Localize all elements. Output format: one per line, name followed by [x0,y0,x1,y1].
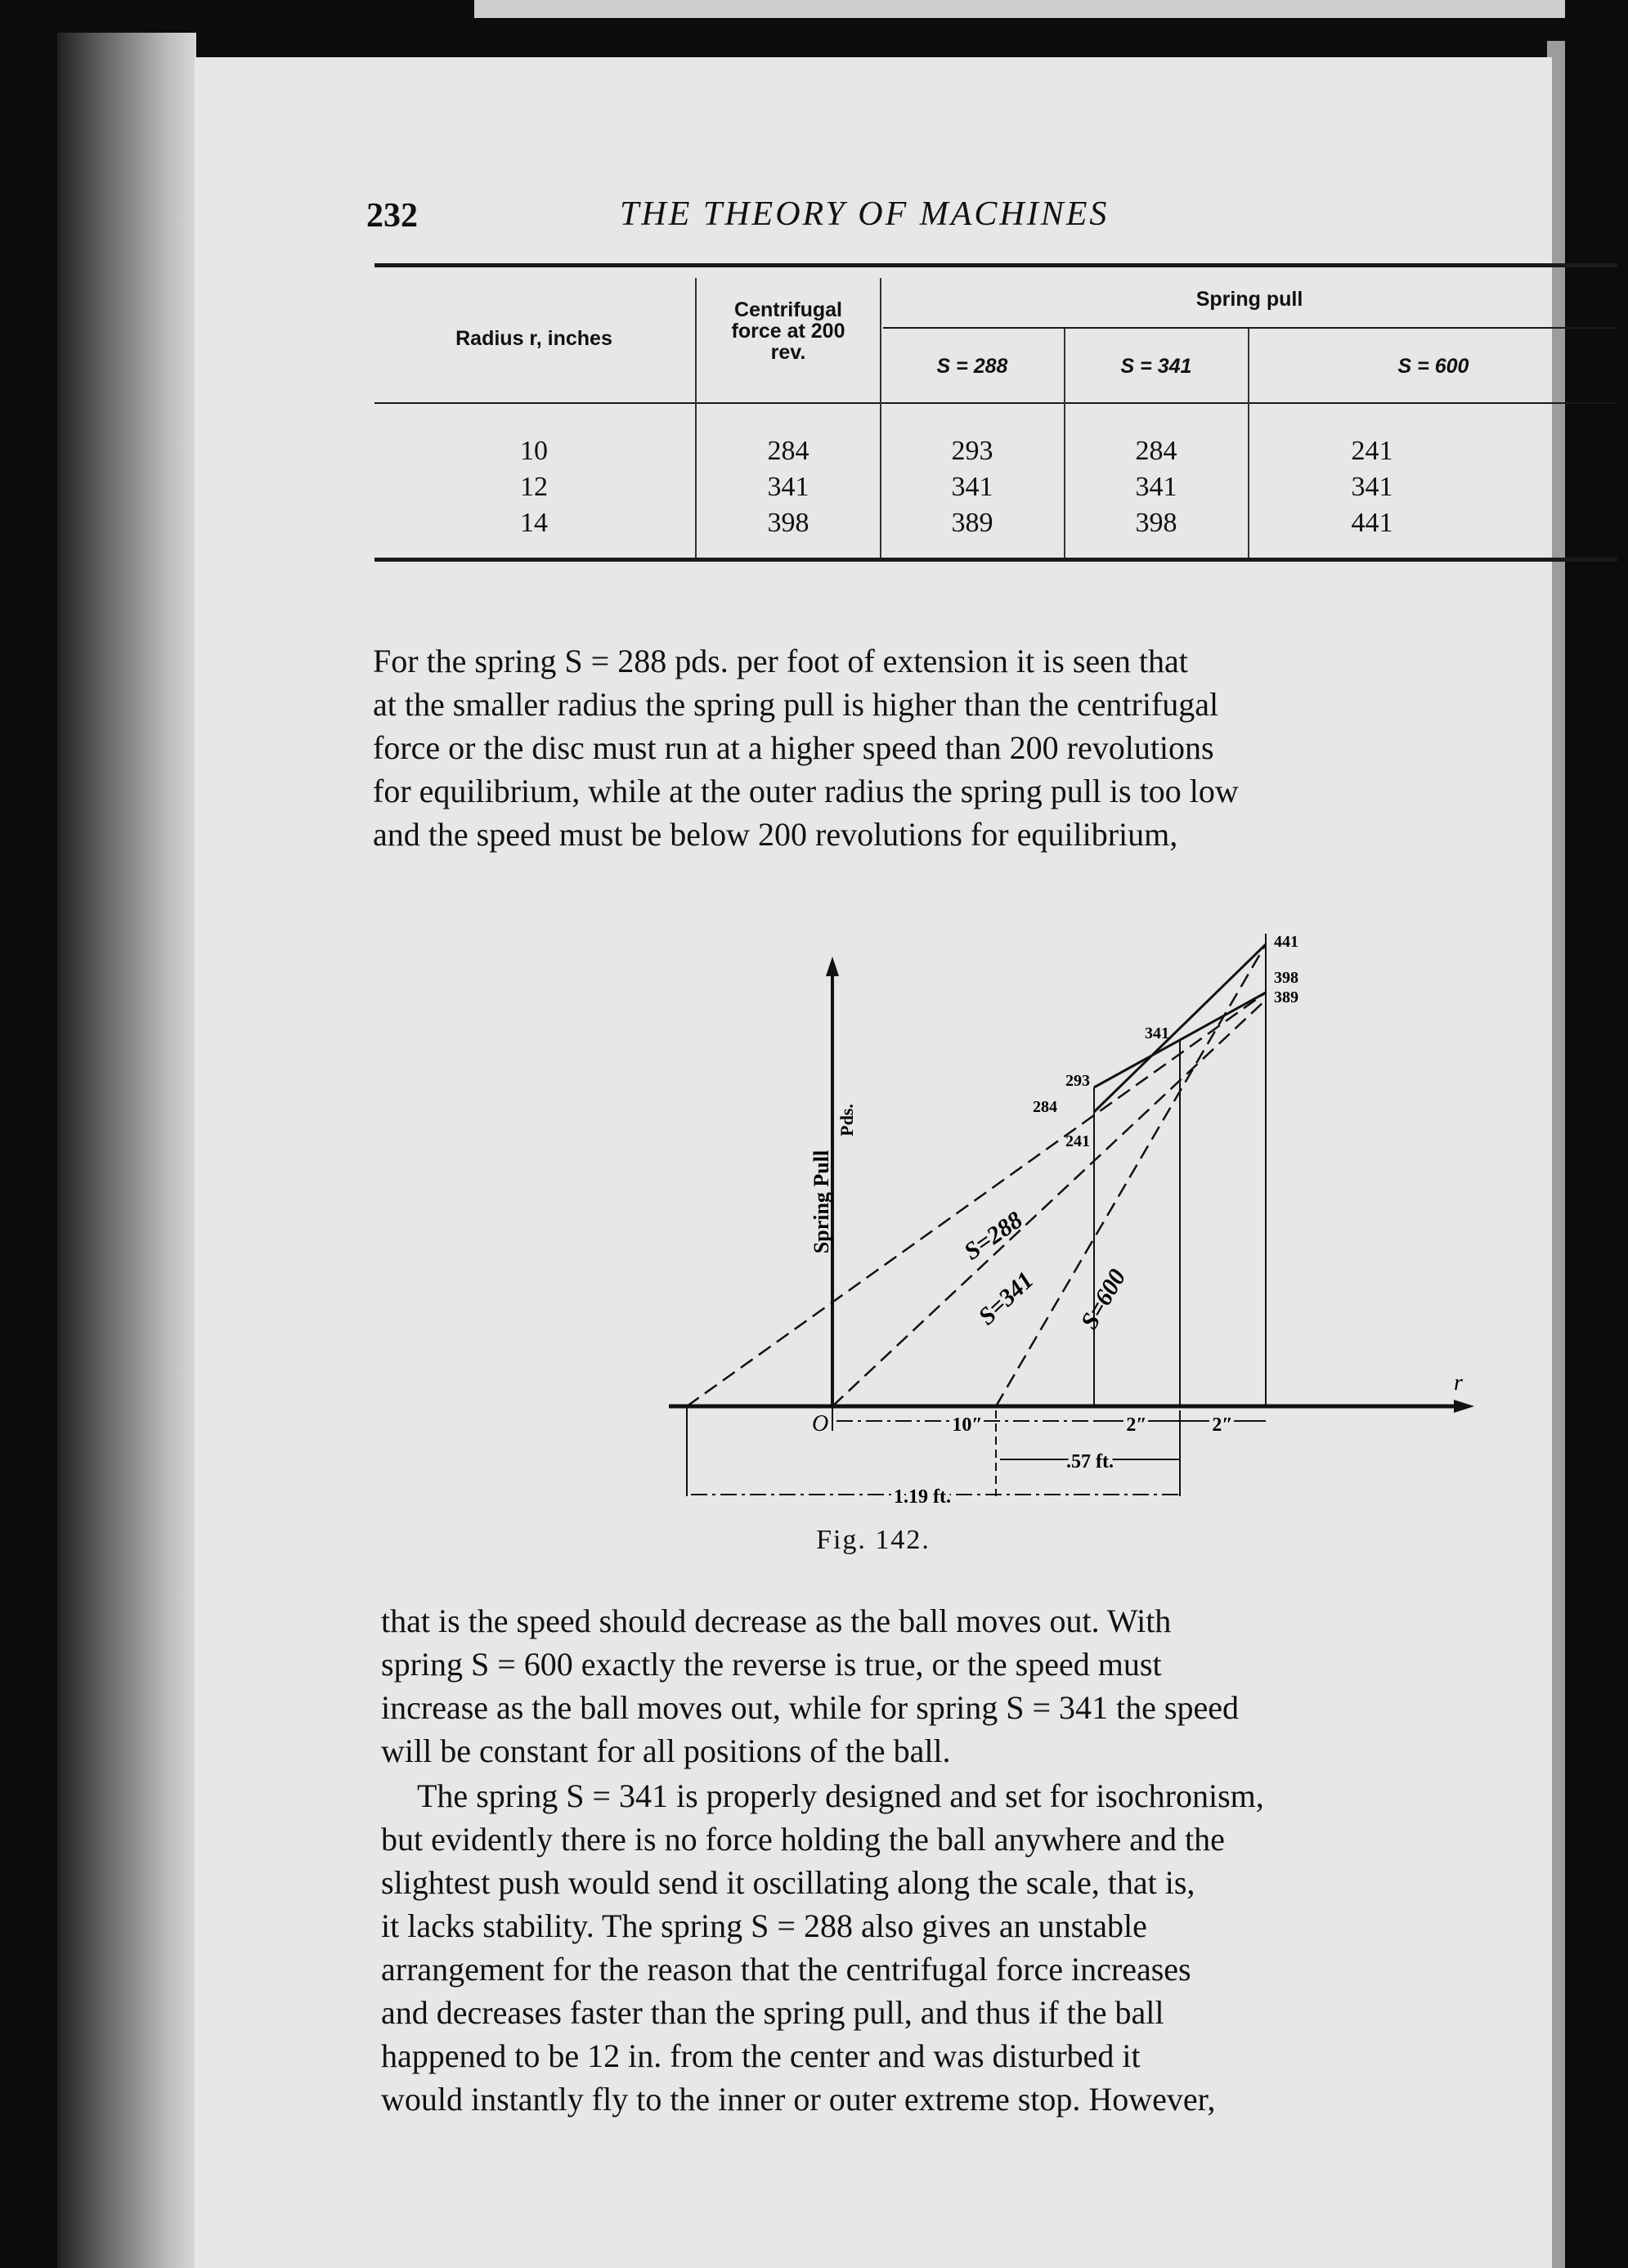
header-rule [374,402,1617,404]
value-label: 241 [1065,1132,1090,1150]
table-cell: 389 [951,508,993,538]
table-cell: 441 [1351,508,1393,538]
dim-label-2b: 2″ [1212,1414,1233,1436]
sub-header-s288: S = 288 [936,355,1008,378]
table-cell: 341 [767,472,810,502]
text-line: for equilibrium, while at the outer radius the spring pull is too low [373,773,1239,809]
table-cell: 12 [520,472,548,502]
table-cell: 341 [951,472,993,502]
table-cell: 284 [767,436,810,466]
value-label: 441 [1274,933,1298,951]
col-s600-values [1249,433,1495,541]
table-cell: 284 [1135,436,1177,466]
book-binding [57,33,196,2268]
table-cell: 398 [767,508,810,538]
col-header-centrifugal: Centrifugal force at 200 rev. [731,298,845,364]
value-label: 284 [1033,1098,1057,1116]
value-label: 389 [1274,988,1298,1006]
col-s288-values [881,433,1063,541]
text-line: and the speed must be below 200 revolutions for equilibrium, [373,816,1178,853]
y-axis-unit: Pds. [836,1104,857,1136]
text-line: increase as the ball moves out, while for spring S = 341 the speed [381,1689,1239,1726]
text-line: that is the speed should decrease as the ball moves out. With [381,1602,1172,1639]
dim-label-57: .57 ft. [1066,1451,1114,1472]
text-line: and decreases faster than the spring pull, and thus if the ball [381,1994,1164,2031]
col-centrifugal-values [697,433,879,541]
label-s288: S=288 [959,1206,1028,1266]
table-cell: 293 [951,436,993,466]
text-line: slightest push would send it oscillating along the scale, that is, [381,1864,1195,1901]
y-axis-arrow [826,957,839,976]
text-line: arrangement for the reason that the centrifugal force increases [381,1951,1191,1988]
text-line: For the spring S = 288 pds. per foot of extension it is seen that [373,643,1188,679]
scan-top-strip [474,0,1565,18]
line-s288 [687,993,1266,1406]
text-line: would instantly fly to the inner or outer extreme stop. However, [381,2081,1216,2118]
label-s600: S=600 [1075,1264,1132,1334]
origin-label: O [812,1411,829,1437]
group-rule [883,327,1617,329]
col-radius-values [374,433,693,541]
text-line: happened to be 12 in. from the center and was disturbed it [381,2037,1141,2074]
table-cell: 14 [520,508,548,538]
value-label: 293 [1065,1072,1090,1090]
page-number: 232 [366,197,418,235]
table-cell: 341 [1135,472,1177,502]
text-line: The spring S = 341 is properly designed and set for isochronism, [417,1777,1264,1814]
text-line: but evidently there is no force holding the ball anywhere and the [381,1821,1225,1858]
col-header-radius: Radius r, inches [455,327,612,350]
running-title: THE THEORY OF MACHINES [620,195,1110,233]
label-s341: S=341 [973,1266,1039,1331]
dim-label-119: 1.19 ft. [894,1486,951,1508]
dim-label-2a: 2″ [1126,1414,1147,1436]
text-line: at the smaller radius the spring pull is higher than the centrifugal [373,686,1219,723]
table-cell: 241 [1351,436,1393,466]
col-divider [695,278,697,558]
dim-label-10: 10″ [952,1414,983,1436]
text-line: spring S = 600 exactly the reverse is true, or the speed must [381,1646,1162,1683]
table-top-rule [374,263,1617,267]
figure-caption: Fig. 142. [816,1525,931,1555]
text-line: it lacks stability. The spring S = 288 also gives an unstable [381,1907,1147,1944]
text-line: will be constant for all positions of the ball. [381,1732,951,1769]
col-s341-values [1065,433,1247,541]
text-line: force or the disc must run at a higher speed than 200 revolutions [373,729,1214,766]
table-cell: 10 [520,436,548,466]
figure-142 [669,908,1511,1508]
x-axis-arrow [1454,1400,1474,1413]
value-label: 341 [1145,1024,1169,1042]
x-axis-label: r [1454,1370,1463,1396]
y-axis-label: Spring Pull [810,1150,833,1254]
sub-header-s600: S = 600 [1397,355,1469,378]
paragraph-1 [373,639,1620,856]
paragraph-2 [381,1599,1626,1773]
table-cell: 341 [1351,472,1393,502]
value-label: 398 [1274,969,1298,987]
col-header-spring-pull: Spring pull [1195,288,1303,311]
line-s341 [832,1000,1266,1406]
paragraph-3 [381,1774,1628,2121]
table-bottom-rule [374,558,1617,562]
book-page [195,57,1552,2268]
table-cell: 398 [1135,508,1177,538]
sub-header-s341: S = 341 [1120,355,1192,378]
